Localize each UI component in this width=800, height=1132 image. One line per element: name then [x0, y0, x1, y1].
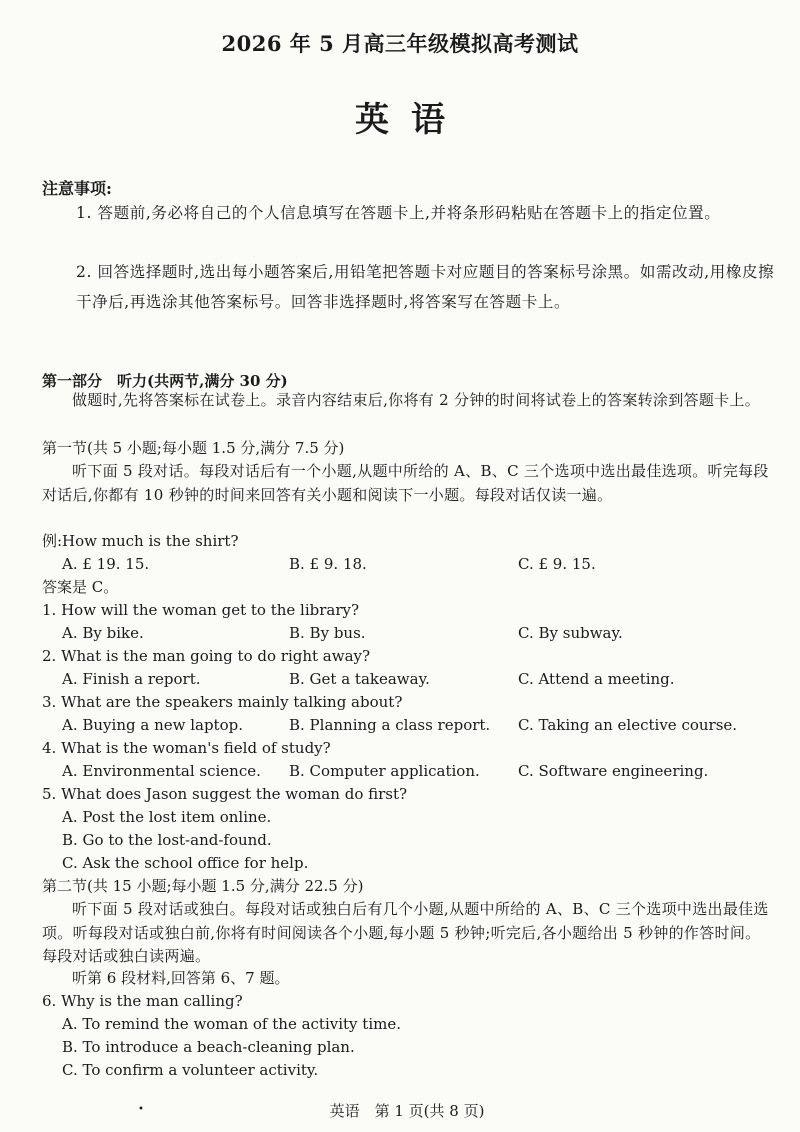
- part1-intro: 做题时,先将答案标在试卷上。录音内容结束后,你将有 2 分钟的时间将试卷上的答案转涂到答题卡上。: [72, 391, 761, 409]
- q4-option-c: C. Software engineering.: [518, 762, 709, 780]
- exam-title: 2026 年 5 月高三年级模拟高考测试: [221, 31, 579, 56]
- section2-instructions: 听下面 5 段对话或独白。每段对话或独白后有几个小题,从题中所给的 A、B、C 三个选项中选出最佳选项。听每段对话或独白前,你将有时间阅读各个小题,每小题 5 秒钟;听完后,各小题给出 5 秒钟的作答时间。每段对话或独白读两遍。: [42, 900, 769, 965]
- q5-option-b: B. Go to the lost-and-found.: [62, 831, 272, 849]
- q6-option-a: A. To remind the woman of the activity time.: [62, 1015, 401, 1033]
- section2-heading: 第二节(共 15 小题;每小题 1.5 分,满分 22.5 分): [42, 877, 364, 895]
- question-2: 2. What is the man going to do right away?: [42, 647, 371, 665]
- q1-option-b: B. By bus.: [289, 624, 366, 642]
- question-5: 5. What does Jason suggest the woman do first?: [42, 785, 408, 803]
- q3-option-a: A. Buying a new laptop.: [62, 716, 243, 734]
- question-4: 4. What is the woman's field of study?: [42, 739, 331, 757]
- q3-option-c: C. Taking an elective course.: [518, 716, 738, 734]
- example-option-b: B. £ 9. 18.: [289, 555, 367, 573]
- q2-option-b: B. Get a takeaway.: [289, 670, 430, 688]
- question-6: 6. Why is the man calling?: [42, 992, 243, 1010]
- material-note: 听第 6 段材料,回答第 6、7 题。: [72, 969, 290, 987]
- q4-option-a: A. Environmental science.: [62, 762, 261, 780]
- q6-option-b: B. To introduce a beach-cleaning plan.: [62, 1038, 355, 1056]
- q1-option-a: A. By bike.: [62, 624, 144, 642]
- question-3: 3. What are the speakers mainly talking about?: [42, 693, 403, 711]
- section1-heading: 第一节(共 5 小题;每小题 1.5 分,满分 7.5 分): [42, 439, 345, 457]
- page-footer: 英语 第 1 页(共 8 页): [329, 1102, 485, 1120]
- part1-heading: 第一部分 听力(共两节,满分 30 分): [42, 372, 288, 390]
- q4-option-b: B. Computer application.: [289, 762, 480, 780]
- q2-option-a: A. Finish a report.: [62, 670, 201, 688]
- section1-instructions: 听下面 5 段对话。每段对话后有一个小题,从题中所给的 A、B、C 三个选项中选出最佳选项。听完每段对话后,你都有 10 秒钟的时间来回答有关小题和阅读下一小题。每段对话仅读一遍。: [42, 462, 769, 504]
- example-option-a: A. £ 19. 15.: [62, 555, 150, 573]
- example-question: 例:How much is the shirt?: [42, 532, 239, 550]
- notice-heading: 注意事项:: [42, 179, 112, 198]
- q3-option-b: B. Planning a class report.: [289, 716, 491, 734]
- q5-option-a: A. Post the lost item online.: [62, 808, 272, 826]
- q6-option-c: C. To confirm a volunteer activity.: [62, 1061, 319, 1079]
- q5-option-c: C. Ask the school office for help.: [62, 854, 309, 872]
- q1-option-c: C. By subway.: [518, 624, 623, 642]
- question-1: 1. How will the woman get to the library?: [42, 601, 360, 619]
- notice-item-1: 1. 答题前,务必将自己的个人信息填写在答题卡上,并将条形码粘贴在答题卡上的指定位置。: [76, 204, 721, 222]
- subject-title: 英语: [355, 100, 467, 140]
- example-option-c: C. £ 9. 15.: [518, 555, 596, 573]
- q2-option-c: C. Attend a meeting.: [518, 670, 675, 688]
- scan-dot: •: [138, 1104, 144, 1115]
- notice-item-2: 2. 回答选择题时,选出每小题答案后,用铅笔把答题卡对应题目的答案标号涂黑。如需改动,用橡皮擦干净后,再选涂其他答案标号。回答非选择题时,将答案写在答题卡上。: [76, 263, 775, 311]
- example-answer: 答案是 C。: [42, 578, 119, 596]
